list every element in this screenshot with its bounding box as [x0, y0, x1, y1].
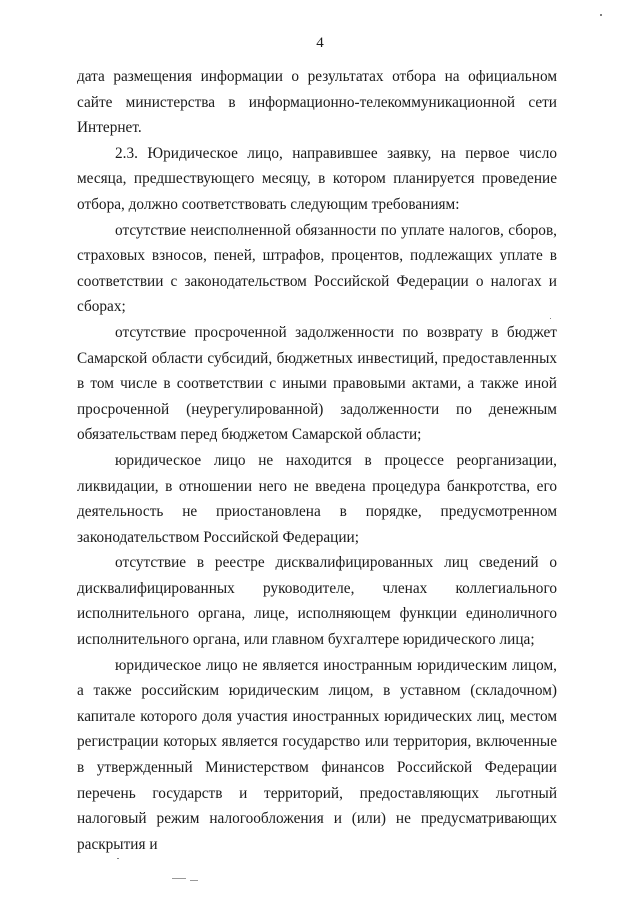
scan-speck	[550, 318, 551, 319]
scan-mark	[190, 880, 198, 881]
paragraph-reorganization: юридическое лицо не находится в процессе реорганизации, ликвидации, в отношении него не введена процедура банкротства, его деятельность не приостановлена в порядке, предусмотренном законодательством Российской Федерации;	[77, 451, 557, 546]
paragraph-budget-debt: отсутствие просроченной задолженности по возврату в бюджет Самарской области субсидий, бюджетных инвестиций, предоставленных в том числе в соответствии с иными правовыми актами, а также иной просроченной (неурегулированной) задолженности по денежным обязательствам перед бюджетом Самарской области;	[77, 323, 557, 444]
paragraph-continuation: дата размещения информации о результатах отбора на официальном сайте министерства в информационно-телекоммуникационной сети Интернет.	[77, 68, 557, 137]
paragraph-disqualified-persons: отсутствие в реестре дисквалифицированных лиц сведений о дисквалифицированных руководителе, членах коллегиального исполнительного органа, лице, исполняющем функции единоличного исполнительного органа, или главном бухгалтере юридического лица;	[77, 554, 557, 649]
page-number: 4	[316, 35, 324, 51]
scan-speck	[117, 858, 119, 859]
scan-mark	[172, 878, 186, 879]
scan-speck	[600, 14, 602, 16]
paragraph-tax-obligations: отсутствие неисполненной обязанности по уплате налогов, сборов, страховых взносов, пеней, штрафов, процентов, подлежащих уплате в соответствии с законодательством Российской Федерации о налогах и сборах;	[77, 221, 557, 316]
document-body	[77, 64, 557, 857]
paragraph-foreign-entity: юридическое лицо не является иностранным юридическим лицом, а также российским юридическим лицом, в уставном (складочном) капитале которого доля участия иностранных юридических лиц, местом регистрации которых является государство или территория, включенные в утвержденный Министерством финансов Российской Федерации перечень государств и территорий, предоставляющих льготный налоговый режим налогообложения и (или) не предусматривающих раскрытия и	[77, 656, 557, 853]
paragraph-clause-2-3: 2.3. Юридическое лицо, направившее заявку, на первое число месяца, предшествующего месяцу, в котором планируется проведение отбора, должно соответствовать следующим требованиям:	[77, 144, 557, 213]
